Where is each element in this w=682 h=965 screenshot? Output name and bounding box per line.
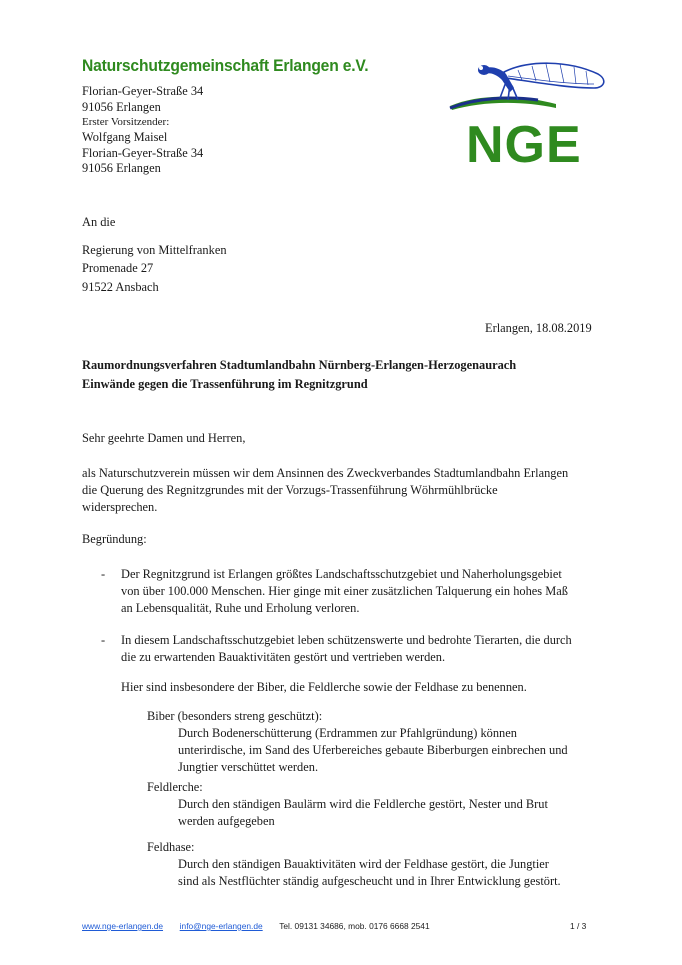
bullet-2-line-2: die zu erwartenden Bauaktivitäten gestört und vertrieben werden. — [121, 650, 446, 664]
species-biber-line-2: unterirdische, im Sand des Uferbereiches gebaute Biberburgen einbrechen und — [178, 743, 568, 757]
list-item — [121, 632, 572, 696]
chair-name: Wolfgang Maisel — [82, 130, 168, 144]
website-link[interactable]: www.nge-erlangen.de — [82, 921, 164, 931]
sender-city: 91056 Erlangen — [82, 99, 161, 114]
bullet-dash: - — [101, 567, 106, 581]
species-title-biber: Biber (besonders streng geschützt): — [147, 709, 323, 723]
logo-text: NGE — [466, 116, 582, 168]
intro-line-1: als Naturschutzverein müssen wir dem Ansinnen des Zweckverbandes Stadtumlandbahn Erlangen — [82, 466, 569, 480]
recipient-line-4: 91522 Ansbach — [82, 279, 159, 294]
intro-line-3: widersprechen. — [82, 500, 158, 514]
species-biber-line-1: Durch Bodenerschütterung (Erdrammen zur Pfahlgründung) können — [178, 726, 517, 740]
species-feldhase-line-1: Durch den ständigen Bauaktivitäten wird der Feldhase gestört, die Jungtier — [178, 857, 549, 871]
sender-street: Florian-Geyer-Straße 34 — [82, 84, 204, 98]
list-item — [121, 566, 568, 617]
species-biber-line-3: Jungtier verschüttet werden. — [178, 760, 319, 774]
subject-line-1: Raumordnungsverfahren Stadtumlandbahn Nürnberg-Erlangen-Herzogenaurach — [82, 358, 517, 372]
subject — [82, 356, 516, 393]
species-feldhase-line-2: sind als Nestflüchter ständig aufgescheucht und in Ihrer Entwicklung gestört. — [178, 874, 561, 888]
recipient-line-1: An die — [82, 215, 116, 229]
bullet-1-line-1: Der Regnitzgrund ist Erlangen größtes Landschaftsschutzgebiet und Naherholungsgebiet — [121, 567, 562, 581]
reason-heading: Begründung: — [82, 532, 147, 546]
bullet-dash: - — [101, 633, 106, 647]
bullet-1-line-2: von über 100.000 Menschen. Hier ginge mit einer zusätzlichen Talquerung ein hohes Maß — [121, 584, 568, 598]
species-feldlerche-line-2: werden aufgegeben — [178, 814, 275, 828]
phone-text: Tel. 09131 34686, mob. 0176 6668 2541 — [279, 921, 430, 931]
intro-paragraph — [82, 465, 568, 516]
species-desc-biber — [178, 725, 568, 776]
species-feldlerche-line-1: Durch den ständigen Baulärm wird die Feldlerche gestört, Nester und Brut — [178, 797, 548, 811]
recipient-line-3: Promenade 27 — [82, 260, 154, 275]
species-desc-feldlerche — [178, 796, 548, 830]
organization-name: Naturschutzgemeinschaft Erlangen e.V. — [82, 56, 369, 75]
recipient-line-2: Regierung von Mittelfranken — [82, 242, 227, 257]
chair-city: 91056 Erlangen — [82, 161, 161, 175]
subject-line-2: Einwände gegen die Trassenführung im Regnitzgrund — [82, 376, 368, 391]
species-title-feldhase: Feldhase: — [147, 840, 195, 854]
bullet-1-line-3: an Lebensqualität, Ruhe und Erholung verloren. — [121, 601, 360, 615]
bullet-2-line-3: Hier sind insbesondere der Biber, die Feldlerche sowie der Feldhase zu benennen. — [121, 680, 527, 694]
email-link[interactable]: info@nge-erlangen.de — [179, 921, 263, 931]
footer — [82, 921, 430, 931]
letter-date: Erlangen, 18.08.2019 — [485, 321, 592, 335]
page-number: 1 / 3 — [570, 921, 587, 931]
nge-logo — [448, 58, 608, 168]
recipient-address — [82, 213, 227, 298]
chair-street: Florian-Geyer-Straße 34 — [82, 145, 204, 160]
intro-line-2: die Querung des Regnitzgrundes mit der Vorzugs-Trassenführung Wöhrmühlbrücke — [82, 483, 498, 497]
bullet-2-line-1: In diesem Landschaftsschutzgebiet leben schützenswerte und bedrohte Tierarten, die durch — [121, 633, 572, 647]
species-desc-feldhase — [178, 856, 561, 890]
sender-address — [82, 84, 203, 177]
salutation: Sehr geehrte Damen und Herren, — [82, 431, 246, 445]
species-title-feldlerche: Feldlerche: — [147, 780, 203, 794]
chair-label: Erster Vorsitzender: — [82, 116, 170, 128]
